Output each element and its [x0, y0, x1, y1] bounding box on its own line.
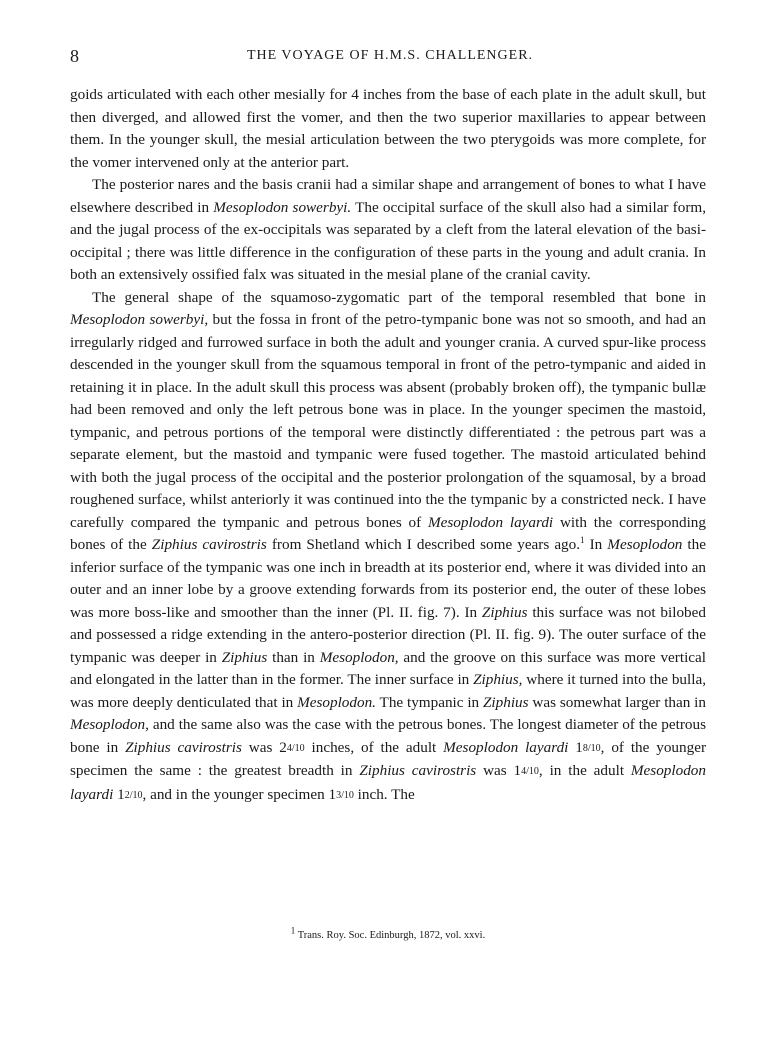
italic-term: Ziphius [221, 648, 268, 666]
italic-term: Mesoplodon. [297, 693, 376, 711]
paragraph [70, 84, 706, 174]
text-run: inches, of the adult [304, 738, 444, 756]
text-run: was 2 [241, 738, 287, 756]
text-run: with the corresponding bones of the [70, 513, 706, 553]
text-run: but the fossa in front of the petro-tympanic bone was not so smooth, and had an irregularly ridged and furrowed surface in both the adult and younger crania. A curved spur-like process descended in the younger skull from the squamous temporal in front of the petro-tympanic and aided in retaining it in place. In the adult skull this process was absent (probably broken off), the tympanic bullæ had been removed and only the left petrous bone was in place. In the younger specimen the mastoid, tympanic, and petrous portions of the temporal were distinctly differentiated : the petrous part was a separate element, but the mastoid and tympanic were fused together. The mastoid articulated behind with both the jugal process of the occipital and the posterior prolongation of the squamosal, by a broad roughened surface, whilst anteriorly it was continued into the the tympanic by a constricted neck. I have carefully compared the tympanic and petrous bones of [70, 311, 706, 531]
page-number: 8 [70, 46, 79, 66]
text-run: The tympanic in [375, 693, 483, 711]
text-run: , and in the younger specimen 1 [142, 785, 337, 803]
text-run: 1 [568, 738, 583, 756]
fraction: 2/10 [124, 789, 143, 801]
footnote [0, 925, 776, 941]
italic-term: Ziphius [482, 693, 529, 711]
italic-term: Mesoplodon layardi [443, 738, 569, 756]
text-run: In [584, 536, 608, 553]
text-run: from Shetland which I described some years ago. [266, 536, 581, 553]
text-run: The posterior nares and the basis cranii had a similar shape and arrangement of bones to what I have elsewhere described in [70, 176, 706, 216]
italic-term: Ziphius cavirostris [125, 738, 242, 756]
italic-term: Ziphius cavirostris [359, 762, 477, 779]
text-run: and the groove on this surface was more vertical and elongated in the latter than in the former. The inner surface in [70, 648, 706, 688]
italic-term: Mesoplodon layardi [70, 762, 706, 803]
footnote-marker: 1 [290, 925, 296, 936]
page-header [70, 46, 710, 70]
fraction: 4/10 [521, 766, 539, 777]
text-run: , in the adult [538, 762, 631, 779]
text-run: this surface was not bilobed and possessed a ridge extending in the antero-posterior direction (Pl. II. fig. 9). The outer surface of the tympanic was deeper in [70, 603, 706, 666]
text-run: inch. The [353, 785, 415, 803]
text-run: , of the younger specimen the same : the greatest breadth in [70, 738, 707, 779]
text-run: The general shape of the squamoso-zygomatic part of the temporal resembled that bone in [92, 288, 706, 306]
text-run: where it turned into the bulla, was more deeply denticulated that in [70, 671, 707, 711]
italic-term: Mesoplodon, [319, 648, 399, 666]
italic-term: Mesoplodon [607, 536, 683, 553]
text-run: than in [267, 648, 320, 666]
text-run: was somewhat larger than in [528, 693, 706, 711]
footnote-text: Trans. Roy. Soc. Edinburgh, 1872, vol. xxvi. [295, 930, 486, 941]
body-text [70, 84, 706, 807]
italic-term: Mesoplodon sowerbyi. [213, 198, 352, 216]
italic-term: Mesoplodon layardi [427, 513, 554, 531]
italic-term: Ziphius, [473, 671, 523, 688]
text-run: 1 [113, 785, 125, 803]
text-run: The occipital surface of the skull also had a similar form, and the jugal process of the ex-occipitals was separated by a cleft from the lateral elevation of the basi-occipital ; there was little difference in the configuration of these parts in the young and adult crania. In both an extensively ossified falx was situated in the mesial plane of the cranial cavity. [70, 198, 706, 283]
fraction: 3/10 [336, 789, 354, 801]
fraction: 8/10 [582, 742, 601, 754]
italic-term: Ziphius [481, 603, 528, 621]
text-run: the inferior surface of the tympanic was one inch in breadth at its posterior end, where it was divided into an outer and an inner lobe by a groove extending forwards from its posterior end, the outer of these lobes was more boss-like and smoother than the inner (Pl. II. fig. 7). In [70, 536, 706, 621]
text-run: goids articulated with each other mesially for 4 inches from the base of each plate in the adult skull, but then diverged, and allowed first the vomer, and then the two superior maxillaries to appear between them. In the younger skull, the mesial articulation between the two pterygoids was more complete, for the vomer intervened only at the anterior part. [70, 86, 706, 171]
fraction: 4/10 [286, 742, 305, 754]
italic-term: Ziphius cavirostris [151, 536, 267, 553]
text-run: was 1 [476, 762, 522, 779]
paragraph [70, 174, 706, 287]
running-title: THE VOYAGE OF H.M.S. CHALLENGER. [246, 48, 534, 63]
paragraph [70, 287, 706, 808]
footnote-ref: 1 [580, 534, 585, 545]
italic-term: Mesoplodon, [70, 716, 149, 733]
text-run: and the same also was the case with the petrous bones. The longest diameter of the petrous bone in [70, 716, 706, 756]
italic-term: Mesoplodon sowerbyi, [70, 311, 209, 328]
